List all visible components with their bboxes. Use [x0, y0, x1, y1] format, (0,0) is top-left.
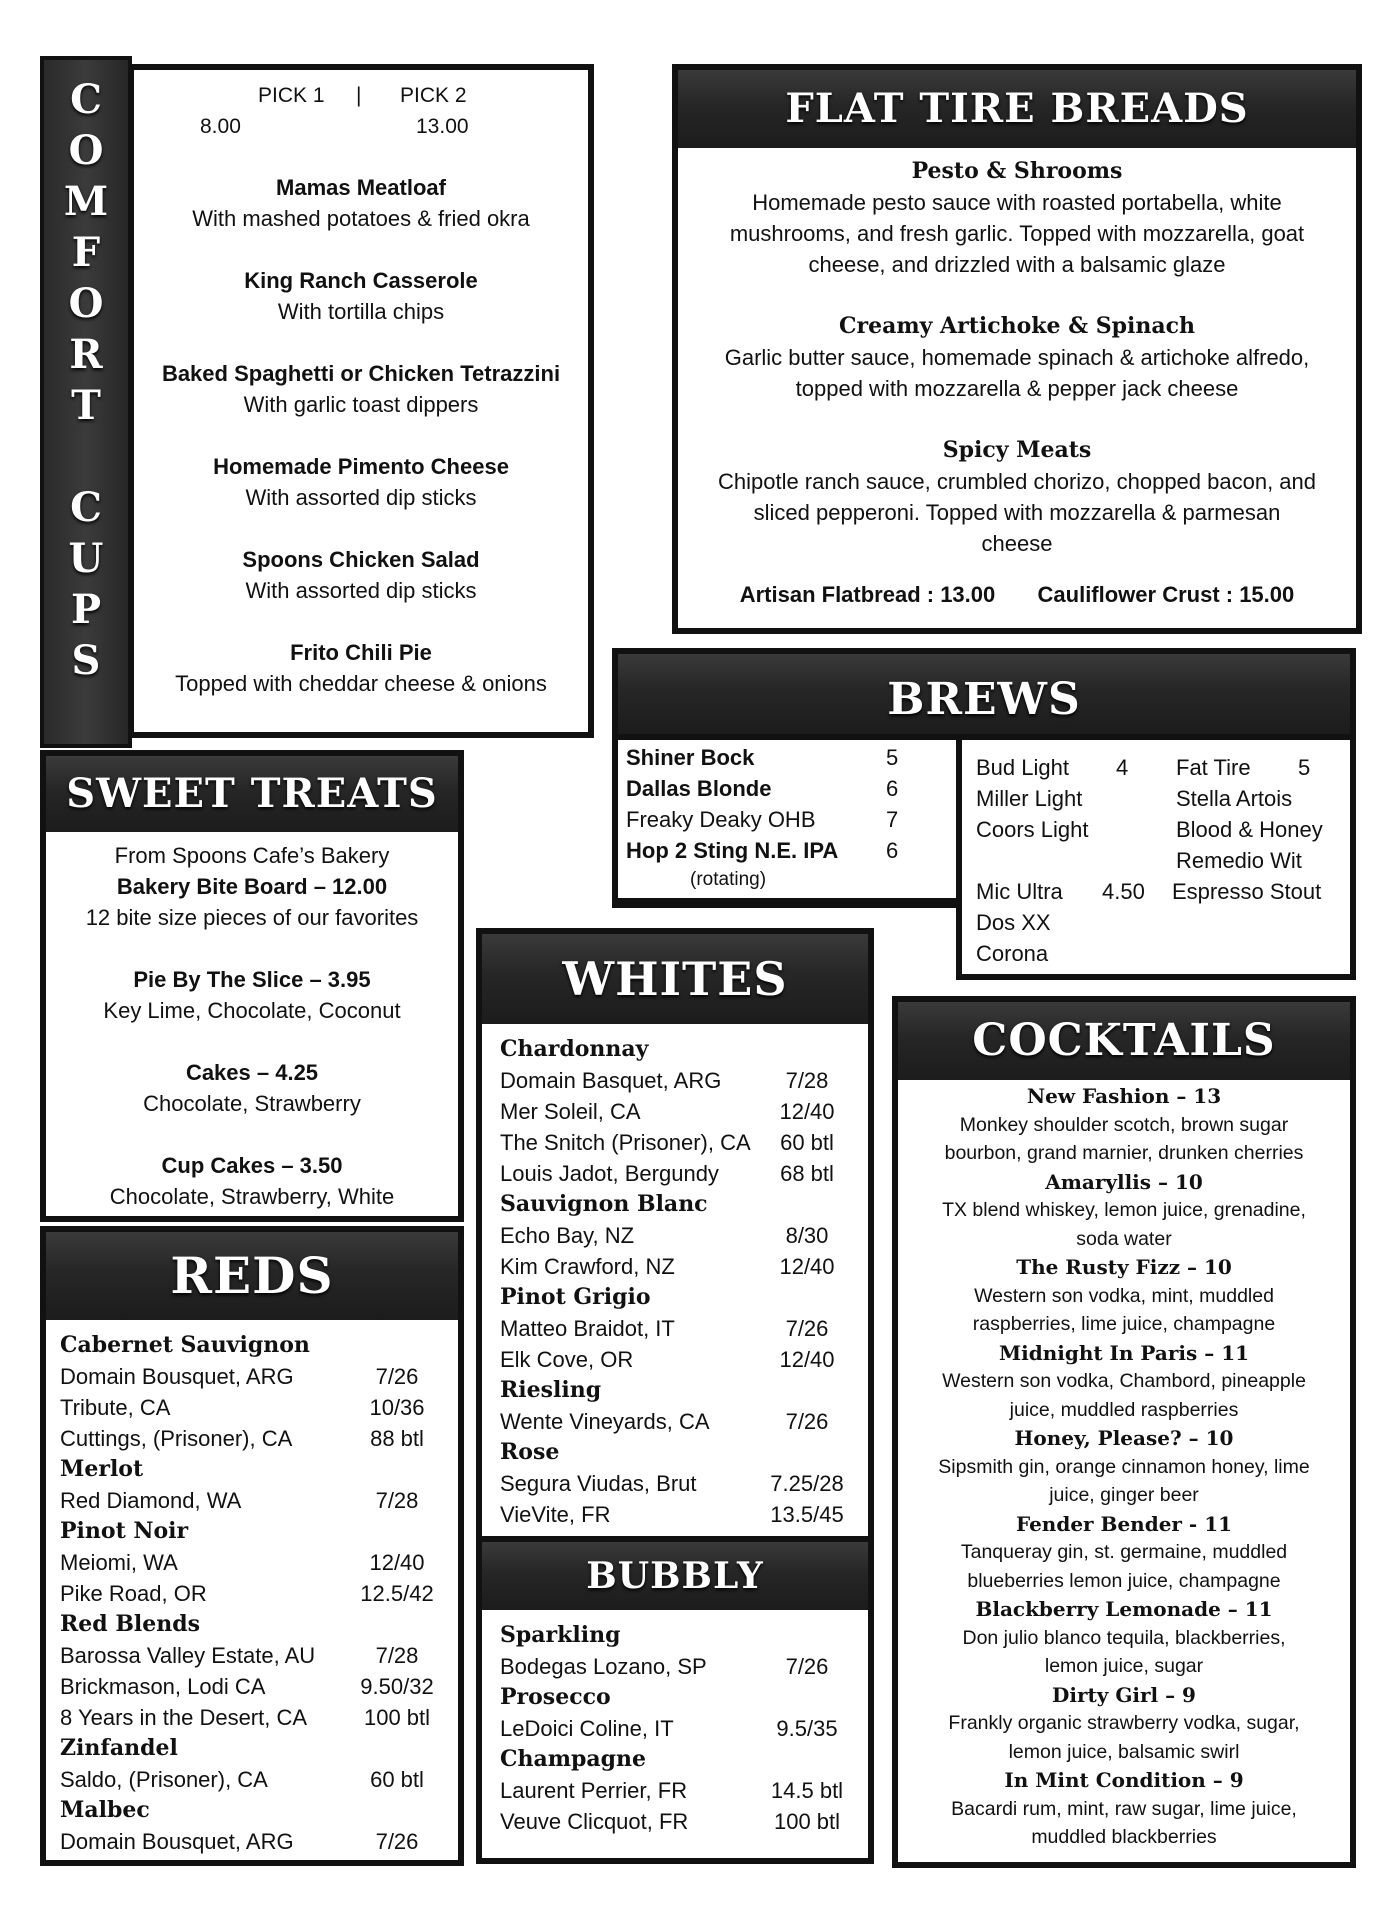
- varietal-heading: Rose: [500, 1439, 560, 1465]
- item-name: Pie By The Slice – 3.95: [133, 967, 371, 992]
- bubbly-title: BUBBLY: [482, 1542, 868, 1610]
- wine-name: Saldo, (Prisoner), CA: [60, 1767, 268, 1792]
- title-letter: M: [63, 178, 109, 225]
- cocktail-desc: muddled blackberries: [1031, 1826, 1217, 1848]
- wine-price: 13.5/45: [770, 1502, 844, 1527]
- pick-divider: |: [356, 84, 362, 107]
- wine-price: 12.5/42: [360, 1581, 434, 1606]
- wine-name: Louis Jadot, Bergundy: [500, 1161, 719, 1186]
- item-name: Bakery Bite Board – 12.00: [116, 874, 388, 899]
- wine-price: 7/28: [375, 1643, 419, 1668]
- wine-price: 88 btl: [370, 1426, 424, 1451]
- varietal-heading: Cabernet Sauvignon: [60, 1332, 310, 1358]
- wine-name: Matteo Braidot, IT: [500, 1316, 675, 1341]
- cocktail-desc: lemon juice, balsamic swirl: [1008, 1740, 1240, 1763]
- item-name: Mamas Meatloaf: [276, 175, 446, 200]
- beer-price: 5: [886, 745, 899, 770]
- title-letter: P: [70, 586, 102, 633]
- cocktail-item: [898, 1510, 1350, 1596]
- wine-name: Bodegas Lozano, SP: [500, 1654, 707, 1679]
- varietal-heading: Sauvignon Blanc: [500, 1191, 708, 1217]
- wine-name: Brickmason, Lodi CA: [60, 1674, 266, 1699]
- varietal-heading: Riesling: [500, 1377, 602, 1403]
- wine-row: [500, 1651, 852, 1682]
- item-name: Cup Cakes – 3.50: [161, 1153, 343, 1178]
- wine-name: Cuttings, (Prisoner), CA: [60, 1426, 293, 1451]
- item-desc: cheese: [981, 531, 1053, 556]
- cocktail-desc: Bacardi rum, mint, raw sugar, lime juice,: [951, 1797, 1297, 1820]
- wine-row: [60, 1423, 442, 1454]
- wine-name: Segura Viudas, Brut: [500, 1471, 697, 1496]
- comfort-cups-section: [128, 64, 594, 738]
- menu-item: [134, 637, 588, 699]
- beer-name: Freaky Deaky OHB: [626, 807, 816, 832]
- cocktail-desc: Western son vodka, Chambord, pineapple: [942, 1370, 1306, 1392]
- wine-row: [60, 1702, 442, 1733]
- rotating-note: (rotating): [690, 869, 767, 890]
- beer-name: Remedio Wit: [1176, 848, 1302, 873]
- wine-price: 7/26: [785, 1409, 829, 1434]
- varietal-heading: Malbec: [60, 1797, 150, 1823]
- item-name: Spicy Meats: [942, 437, 1092, 463]
- cocktail-item: [898, 1681, 1350, 1767]
- flatbread-prices: [678, 579, 1356, 610]
- whites-title: WHITES: [482, 934, 868, 1024]
- wine-name: VieVite, FR: [500, 1502, 611, 1527]
- comfort-cups-title-bar: [40, 56, 132, 748]
- bubbly-section: [476, 1536, 874, 1864]
- pick2-label: PICK 2: [400, 84, 467, 107]
- item-desc: Chocolate, Strawberry: [143, 1091, 361, 1116]
- sweet-treats-title: SWEET TREATS: [46, 756, 458, 832]
- varietal-heading: Champagne: [500, 1746, 647, 1772]
- cocktail-desc: blueberries lemon juice, champagne: [967, 1569, 1281, 1592]
- beer-price: 6: [886, 838, 899, 863]
- cocktail-desc: Tanqueray gin, st. germaine, muddled: [960, 1541, 1288, 1563]
- reds-title: REDS: [46, 1232, 458, 1320]
- wine-price: 7/26: [785, 1316, 829, 1341]
- varietal-heading: Merlot: [60, 1456, 144, 1482]
- wine-name: Elk Cove, OR: [500, 1347, 634, 1372]
- beer-price: 4.50: [1102, 879, 1145, 904]
- title-letter: O: [68, 127, 104, 174]
- varietal-heading: Pinot Grigio: [500, 1284, 651, 1310]
- brews-draft-list: [626, 742, 946, 894]
- item-desc: Key Lime, Chocolate, Coconut: [103, 998, 401, 1023]
- list-item: [626, 804, 946, 835]
- pick1-price: 8.00: [200, 115, 241, 138]
- cocktail-name: Dirty Girl – 9: [1052, 1682, 1196, 1707]
- item-name: Homemade Pimento Cheese: [213, 454, 509, 479]
- menu-item: [134, 544, 588, 606]
- varietal-heading: Red Blends: [60, 1611, 201, 1637]
- menu-item: [134, 451, 588, 513]
- beer-name: Bud Light: [976, 755, 1069, 780]
- item-desc: 12 bite size pieces of our favorites: [85, 905, 419, 930]
- item-name: Baked Spaghetti or Chicken Tetrazzini: [161, 361, 561, 386]
- title-letter: O: [68, 280, 104, 327]
- cocktails-title: COCKTAILS: [898, 1002, 1350, 1080]
- pick2-price: 13.00: [416, 115, 469, 138]
- wine-price: 8/30: [785, 1223, 829, 1248]
- wine-price: 7/26: [785, 1654, 829, 1679]
- wine-price: 10/36: [369, 1395, 425, 1420]
- item-name: Frito Chili Pie: [290, 640, 432, 665]
- title-letter: T: [71, 382, 101, 429]
- menu-item: [134, 172, 588, 234]
- brews-bottles: [956, 734, 1356, 980]
- wine-name: Meiomi, WA: [60, 1550, 178, 1575]
- item-desc: sliced pepperoni. Topped with mozzarella & parmesan: [753, 500, 1281, 525]
- wine-name: LeDoici Coline, IT: [500, 1716, 674, 1741]
- beer-price: 7: [886, 807, 899, 832]
- wine-row: [60, 1826, 442, 1857]
- cocktail-name: Amaryllis – 10: [1045, 1169, 1203, 1194]
- cocktail-desc: Don julio blanco tequila, blackberries,: [962, 1626, 1286, 1649]
- wine-name: Domain Basquet, ARG: [500, 1068, 722, 1093]
- varietal-heading: Chardonnay: [500, 1036, 649, 1062]
- wine-row: [60, 1361, 442, 1392]
- wine-price: 12/40: [369, 1550, 425, 1575]
- item-desc: topped with mozzarella & pepper jack cheese: [795, 376, 1239, 401]
- menu-item: [134, 358, 588, 420]
- cocktail-desc: juice, ginger beer: [1049, 1484, 1199, 1506]
- title-letter: S: [71, 637, 101, 684]
- wine-row: [500, 1313, 852, 1344]
- wine-name: Domain Bousquet, ARG: [60, 1364, 294, 1389]
- cocktail-name: Fender Bender - 11: [1015, 1511, 1233, 1536]
- pick-pricing: [134, 80, 588, 142]
- divider: [612, 898, 964, 904]
- wine-row: [500, 1775, 852, 1806]
- cocktail-desc: raspberries, lime juice, champagne: [972, 1313, 1276, 1335]
- cocktail-item: [898, 1595, 1350, 1681]
- beer-name: Miller Light: [976, 786, 1083, 811]
- wine-row: [60, 1578, 442, 1609]
- wine-name: Domain Bousquet, ARG: [60, 1829, 294, 1854]
- cocktail-name: The Rusty Fizz – 10: [1016, 1255, 1232, 1279]
- wine-price: 100 btl: [773, 1809, 841, 1834]
- brews-title: BREWS: [612, 648, 1356, 740]
- flatbread-items: [678, 156, 1356, 610]
- wine-row: [500, 1713, 852, 1744]
- wine-price: 68 btl: [780, 1161, 834, 1186]
- list-item: [626, 773, 946, 804]
- item-name: Pesto & Shrooms: [911, 158, 1123, 184]
- wine-row: [60, 1640, 442, 1671]
- item-name: King Ranch Casserole: [244, 268, 478, 293]
- beer-name: Blood & Honey: [1176, 817, 1323, 842]
- wine-row: [60, 1671, 442, 1702]
- bubbly-list: [482, 1620, 868, 1837]
- flat-tire-breads-section: [672, 64, 1362, 634]
- beer-name: Dallas Blonde: [626, 776, 772, 801]
- cocktail-item: [898, 1253, 1350, 1339]
- cocktail-desc: soda water: [1076, 1227, 1172, 1250]
- sweet-treats-section: [40, 750, 464, 1222]
- varietal-heading: Pinot Noir: [60, 1518, 189, 1544]
- wine-row: [500, 1468, 852, 1499]
- beer-price: 5: [1298, 755, 1311, 780]
- wine-name: Mer Soleil, CA: [500, 1099, 641, 1124]
- whites-list: [482, 1034, 868, 1530]
- varietal-heading: Prosecco: [500, 1684, 611, 1710]
- cocktail-name: Midnight In Paris – 11: [998, 1340, 1250, 1365]
- beer-name: Hop 2 Sting N.E. IPA: [626, 838, 839, 863]
- wine-price: 7/28: [785, 1068, 829, 1093]
- item-desc: With mashed potatoes & fried okra: [192, 206, 530, 231]
- wine-name: Wente Vineyards, CA: [500, 1409, 710, 1434]
- whites-section: [476, 928, 874, 1544]
- title-letter: C: [70, 484, 102, 531]
- wine-name: Tribute, CA: [60, 1395, 171, 1420]
- wine-row: [500, 1251, 852, 1282]
- sweet-items: [46, 840, 458, 1212]
- beer-name: Coors Light: [976, 817, 1089, 842]
- wine-price: 12/40: [779, 1347, 835, 1372]
- item-desc: cheese, and drizzled with a balsamic glaze: [808, 252, 1226, 277]
- wine-row: [500, 1158, 852, 1189]
- title-letter: U: [68, 535, 104, 582]
- bottle-list-right: [1172, 752, 1356, 907]
- cocktail-list: [898, 1082, 1350, 1852]
- wine-row: [500, 1406, 852, 1437]
- item-desc: With assorted dip sticks: [245, 485, 477, 510]
- item-desc: mushrooms, and fresh garlic. Topped with mozzarella, goat: [729, 221, 1305, 246]
- reds-section: [40, 1226, 464, 1866]
- wine-price: 60 btl: [780, 1130, 834, 1155]
- list-item: [626, 742, 946, 773]
- wine-price: 60 btl: [370, 1767, 424, 1792]
- cocktail-item: [898, 1168, 1350, 1254]
- title-letter-space: [44, 431, 128, 482]
- wine-price: 7.25/28: [770, 1471, 844, 1496]
- wine-row: [500, 1806, 852, 1837]
- cocktails-section: [892, 996, 1356, 1868]
- beer-name: Stella Artois: [1176, 786, 1293, 811]
- item-desc: Garlic butter sauce, homemade spinach & artichoke alfredo,: [724, 345, 1310, 370]
- cocktail-desc: Frankly organic strawberry vodka, sugar,: [948, 1712, 1300, 1734]
- wine-name: Laurent Perrier, FR: [500, 1778, 688, 1803]
- beer-name: Shiner Bock: [626, 745, 755, 770]
- pick1-label: PICK 1: [258, 84, 325, 107]
- cocktail-item: [898, 1082, 1350, 1168]
- list-item: [626, 835, 946, 866]
- wine-row: [60, 1392, 442, 1423]
- cocktail-desc: lemon juice, sugar: [1044, 1655, 1204, 1677]
- beer-name: Mic Ultra: [976, 879, 1063, 904]
- item-desc: Topped with cheddar cheese & onions: [175, 671, 547, 696]
- wine-name: Veuve Clicquot, FR: [500, 1809, 689, 1834]
- wine-price: 9.5/35: [776, 1716, 838, 1741]
- wine-row: [60, 1764, 442, 1795]
- wine-name: 8 Years in the Desert, CA: [60, 1705, 308, 1730]
- menu-item: [134, 265, 588, 327]
- wine-row: [500, 1096, 852, 1127]
- item-desc: With garlic toast dippers: [243, 392, 479, 417]
- item-desc: Chipotle ranch sauce, crumbled chorizo, chopped bacon, and: [717, 469, 1317, 494]
- wine-price: 12/40: [779, 1099, 835, 1124]
- wine-row: [500, 1499, 852, 1530]
- wine-row: [500, 1127, 852, 1158]
- cocktail-item: [898, 1766, 1350, 1852]
- wine-name: Pike Road, OR: [60, 1581, 207, 1606]
- wine-name: Barossa Valley Estate, AU: [60, 1643, 316, 1668]
- cocktail-desc: juice, muddled raspberries: [1009, 1398, 1239, 1421]
- wine-name: Red Diamond, WA: [60, 1488, 242, 1513]
- varietal-heading: Sparkling: [500, 1622, 621, 1648]
- varietal-heading: Zinfandel: [60, 1735, 178, 1761]
- comfort-cups-title: [44, 74, 128, 686]
- flat-tire-title: FLAT TIRE BREADS: [678, 70, 1356, 148]
- wine-price: 7/26: [375, 1364, 419, 1389]
- beer-name: Fat Tire: [1176, 755, 1251, 780]
- price-cauliflower: Cauliflower Crust : 15.00: [1037, 582, 1295, 607]
- wine-row: [500, 1220, 852, 1251]
- beer-price: 4: [1116, 755, 1129, 780]
- item-desc: With assorted dip sticks: [245, 578, 477, 603]
- beer-price: 6: [886, 776, 899, 801]
- beer-name: Dos XX: [976, 910, 1051, 935]
- price-artisan: Artisan Flatbread : 13.00: [739, 582, 996, 607]
- cocktail-desc: Monkey shoulder scotch, brown sugar: [959, 1113, 1289, 1136]
- cocktail-desc: bourbon, grand marnier, drunken cherries: [944, 1142, 1304, 1164]
- beer-name: Espresso Stout: [1172, 879, 1322, 904]
- title-letter: R: [69, 331, 103, 378]
- wine-name: Kim Crawford, NZ: [500, 1254, 675, 1279]
- wine-price: 9.50/32: [360, 1674, 434, 1699]
- cocktail-item: [898, 1339, 1350, 1425]
- cocktail-name: Honey, Please? – 10: [1014, 1426, 1234, 1450]
- item-name: Creamy Artichoke & Spinach: [838, 313, 1195, 339]
- wine-row: [500, 1065, 852, 1096]
- cocktail-desc: TX blend whiskey, lemon juice, grenadine,: [942, 1199, 1306, 1221]
- wine-name: Echo Bay, NZ: [500, 1223, 635, 1248]
- cocktail-desc: Sipsmith gin, orange cinnamon honey, lime: [938, 1455, 1310, 1478]
- wine-price: 100 btl: [363, 1705, 431, 1730]
- cocktail-item: [898, 1424, 1350, 1510]
- item-name: Spoons Chicken Salad: [242, 547, 480, 572]
- wine-price: 12/40: [779, 1254, 835, 1279]
- item-desc: With tortilla chips: [277, 299, 445, 324]
- title-letter: F: [71, 229, 101, 276]
- bakery-intro: From Spoons Cafe’s Bakery: [114, 843, 390, 868]
- wine-name: The Snitch (Prisoner), CA: [500, 1130, 751, 1155]
- wine-row: [60, 1547, 442, 1578]
- item-name: Cakes – 4.25: [185, 1060, 319, 1085]
- title-letter: C: [70, 76, 102, 123]
- wine-price: 7/26: [375, 1829, 419, 1854]
- wine-price: 14.5 btl: [770, 1778, 844, 1803]
- cocktail-name: New Fashion – 13: [1026, 1084, 1222, 1108]
- wine-price: 7/28: [375, 1488, 419, 1513]
- cocktail-desc: Western son vodka, mint, muddled: [974, 1284, 1274, 1307]
- wine-row: [60, 1485, 442, 1516]
- wine-row: [500, 1344, 852, 1375]
- cocktail-name: In Mint Condition – 9: [1004, 1768, 1244, 1792]
- item-desc: Chocolate, Strawberry, White: [109, 1184, 395, 1209]
- cocktail-name: Blackberry Lemonade – 11: [975, 1597, 1273, 1621]
- comfort-items: [134, 172, 588, 699]
- reds-list: [46, 1330, 458, 1857]
- beer-name: Corona: [976, 941, 1049, 966]
- bottle-list-left: [976, 752, 1156, 969]
- item-desc: Homemade pesto sauce with roasted portabella, white: [752, 190, 1282, 215]
